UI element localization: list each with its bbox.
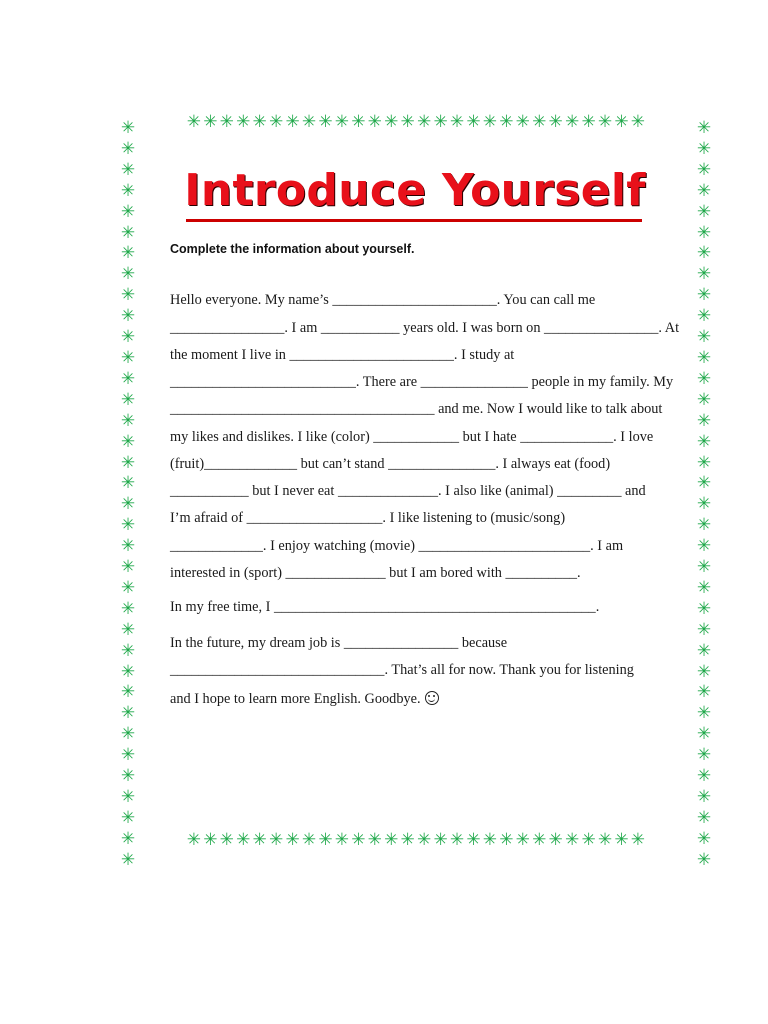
- worksheet-title: Introduce Yourself: [184, 165, 646, 216]
- paragraph-line-11: interested in (sport) ______________ but I am bored with __________.: [170, 565, 581, 581]
- border-right: ✳✳✳✳✳✳✳✳✳✳✳✳✳✳✳✳✳✳✳✳✳✳✳✳✳✳✳✳✳✳✳✳✳✳✳✳: [696, 118, 712, 870]
- paragraph-line-6: my likes and dislikes. I like (color) ____________ but I hate _____________. I love: [170, 429, 654, 445]
- border-left: ✳✳✳✳✳✳✳✳✳✳✳✳✳✳✳✳✳✳✳✳✳✳✳✳✳✳✳✳✳✳✳✳✳✳✳✳: [120, 118, 136, 870]
- paragraph-line-2: ________________. I am ___________ years old. I was born on ________________. At: [170, 320, 680, 336]
- instruction-text: Complete the information about yourself.: [170, 242, 415, 256]
- border-top: ✳✳✳✳✳✳✳✳✳✳✳✳✳✳✳✳✳✳✳✳✳✳✳✳✳✳✳✳: [186, 112, 648, 132]
- paragraph-line-4: __________________________. There are _______________ people in my family. My: [170, 374, 674, 390]
- border-bottom: ✳✳✳✳✳✳✳✳✳✳✳✳✳✳✳✳✳✳✳✳✳✳✳✳✳✳✳✳: [186, 830, 648, 850]
- title-underline: [186, 219, 642, 222]
- closing-text: and I hope to learn more English. Goodbye.: [170, 691, 421, 707]
- paragraph-line-9: I’m afraid of ___________________. I like listening to (music/song): [170, 510, 566, 526]
- paragraph-line-7: (fruit)_____________ but can’t stand _______________. I always eat (food): [170, 456, 611, 472]
- dream-job-line-2: ______________________________. That’s all for now. Thank you for listening: [170, 662, 634, 678]
- dream-job-line-1: In the future, my dream job is ________________ because: [170, 635, 508, 651]
- paragraph-line-1: Hello everyone. My name’s _______________________. You can call me: [170, 292, 596, 308]
- paragraph-line-5: _____________________________________ and me. Now I would like to talk about: [170, 401, 663, 417]
- paragraph-line-3: the moment I live in _______________________. I study at: [170, 347, 515, 363]
- paragraph-line-8: ___________ but I never eat ______________. I also like (animal) _________ and: [170, 483, 646, 499]
- smiley-face-icon: [425, 691, 439, 705]
- free-time-line: In my free time, I _____________________________________________.: [170, 599, 600, 615]
- closing-line: [170, 689, 439, 709]
- paragraph-line-10: _____________. I enjoy watching (movie) ________________________. I am: [170, 538, 624, 554]
